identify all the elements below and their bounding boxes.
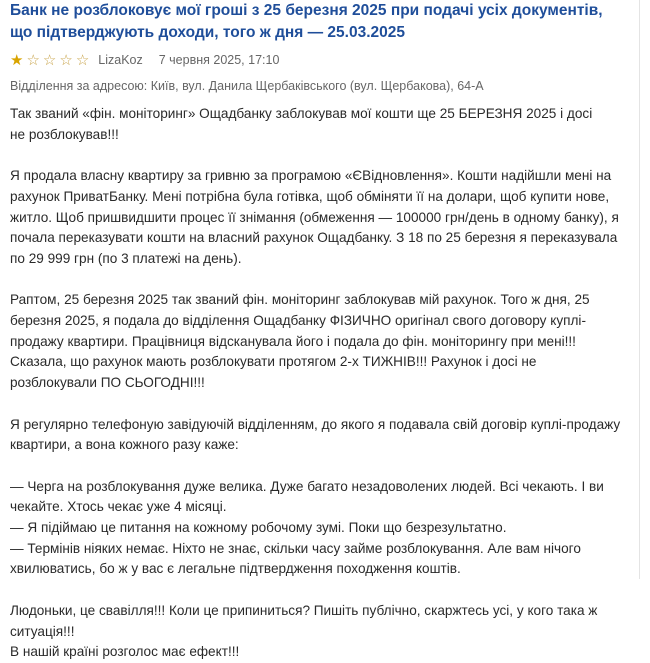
review-paragraph: — Я підіймаю це питання на кожному робочому зумі. Поки що безрезультатно. xyxy=(10,520,507,535)
paragraph-spacer xyxy=(10,394,625,415)
review-paragraph: Так званий «фін. моніторинг» Ощадбанку заблокував мої кошти ще 25 БЕРЕЗНЯ 2025 і досі xyxy=(10,106,593,121)
review-meta xyxy=(10,51,625,69)
review-body xyxy=(10,104,625,663)
star-outline-icon: ☆ xyxy=(26,51,40,69)
star-outline-icon: ☆ xyxy=(42,51,57,69)
review-date: 7 червня 2025, 17:10 xyxy=(158,53,280,67)
review-author[interactable]: LizaKoz xyxy=(98,53,143,67)
review-paragraph: Я продала власну квартиру за гривню за програмою «ЄВідновлення». Кошти надійшли мені на рахунок ПриватБанку. Мені потрібна була готівка, щоб обміняти її на долари, щоб купити нове, житло. Щоб пришвидшити процес її знімання (обмеження — 100000 грн/день в одному банку), я почала переказувати кошти на власний рахунок Ощадбанку. З 18 по 25 березня я переказувала по 29 999 грн (по 3 платежі на день). xyxy=(10,168,619,266)
review-paragraph: Я регулярно телефоную завідуючій відділенням, до якого я подавала свій договір куплі-продажу квартири, а вона кожного разу каже: xyxy=(10,416,621,453)
review-paragraph: — Термінів ніяких немає. Ніхто не знає, скільки часу займе розблокування. Але вам нічого хвилюватись, бо ж у вас є легальне підтвердження походження коштів. xyxy=(10,540,581,577)
review-title[interactable]: Банк не розблоковує мої гроші з 25 березня 2025 при подачі усіх документів, що підтверджують доходи, того ж дня — 25.03.2025 xyxy=(10,2,603,41)
paragraph-spacer xyxy=(10,270,625,291)
review-paragraph: не розблокував!!! xyxy=(10,126,119,142)
review-paragraph: В нашій країні розголос має ефект!!! xyxy=(10,644,240,660)
review-paragraph: Раптом, 25 березня 2025 так званий фін. моніторинг заблокував мій рахунок. Того ж дня, 25 березня 2025, я подала до відділення Ощадбанку ФІЗИЧНО оригінал свого договору куплі-продажу квартири. Працівниця відсканувала його і подала до фін. моніторингу при мені!!! Сказала, що рахунок мають розблокувати протягом 2-х ТИЖНІВ!!! Рахунок і досі не розблокували ПО СЬОГОДНІ!!! xyxy=(10,292,590,391)
paragraph-spacer xyxy=(10,456,625,477)
paragraph-spacer xyxy=(10,145,625,166)
rating-stars xyxy=(10,53,89,68)
branch-address: Відділення за адресою: Київ, вул. Данила Щербаківського (вул. Щербакова), 64-А xyxy=(10,79,484,93)
review-paragraph: Людоньки, це свавілля!!! Коли це припиниться? Пишіть публічно, скаржтесь усі, у кого така ж ситуація!!! xyxy=(10,602,598,639)
star-icon: ★ xyxy=(10,51,24,69)
star-outline-icon: ☆ xyxy=(75,51,90,69)
star-outline-icon: ☆ xyxy=(59,51,73,69)
paragraph-spacer xyxy=(10,580,625,601)
review-paragraph: — Черга на розблокування дуже велика. Дуже багато незадоволених людей. Всі чекають. І ви чекайте. Хтось чекає уже 4 місяці. xyxy=(10,478,604,515)
